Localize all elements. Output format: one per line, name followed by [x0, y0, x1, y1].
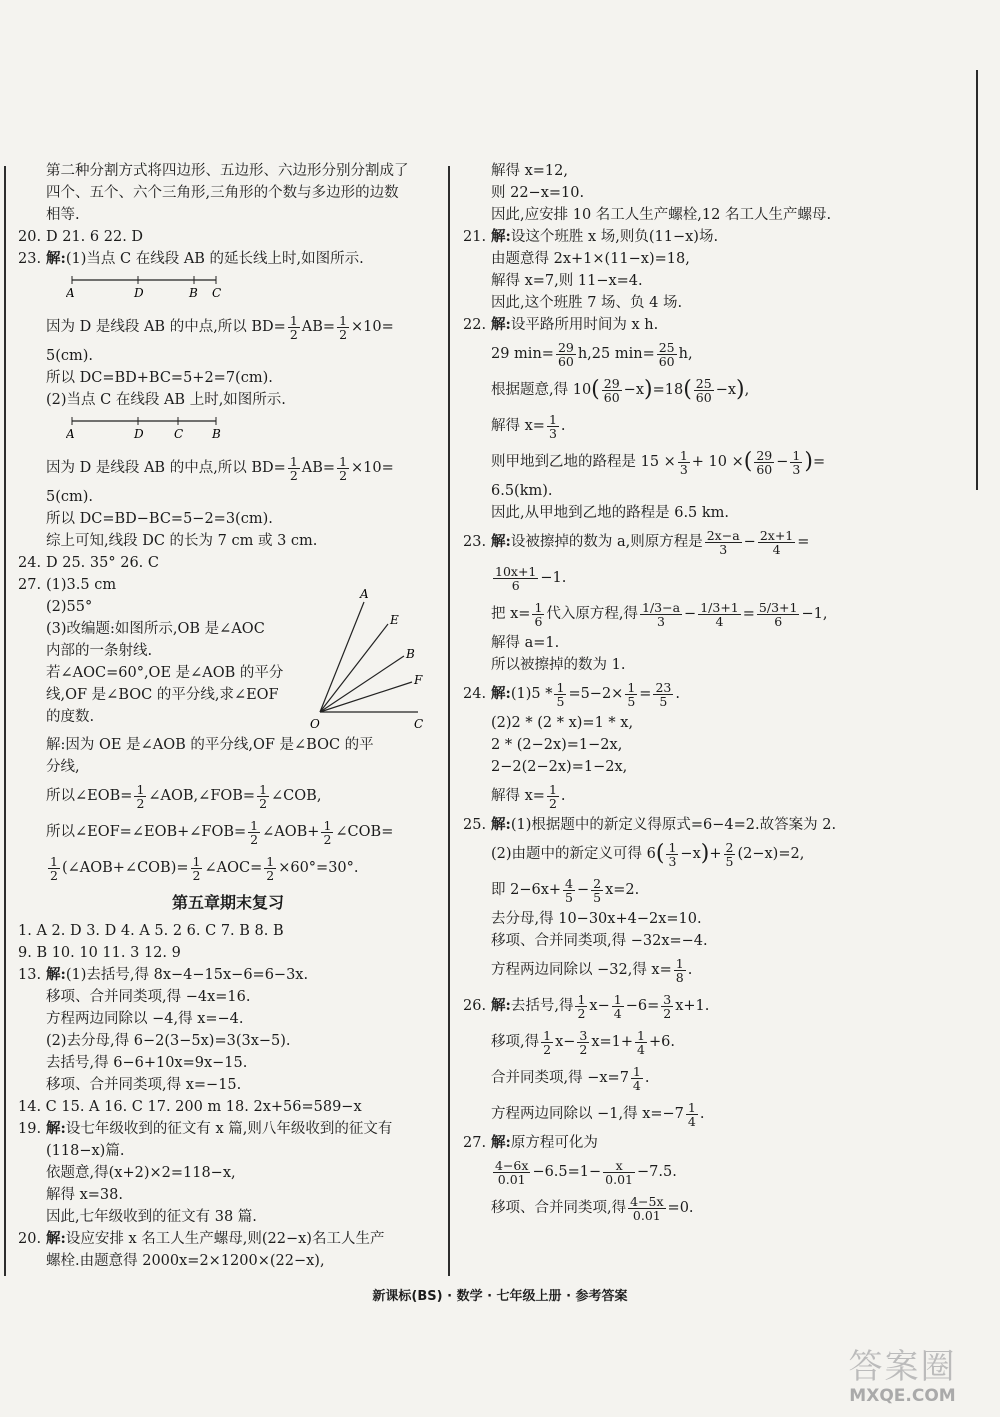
text-line: 29 min= $\frac{29}{60}$ h,25 min= $\frac{25}{60}$ h,: [491, 339, 693, 369]
text-line: 的度数.: [46, 709, 95, 725]
text-line: 去括号,得 6−6+10x=9x−15.: [46, 1055, 248, 1071]
text-line: (2)去分母,得 6−2(3−5x)=3(3x−5).: [46, 1033, 291, 1049]
text-line: 把 x= $\frac{1}{6}$ 代入原方程,得 $\frac{1/3-a}{3}$ − $\frac{1/3+1}{4}$ = $\frac{5/3+1}{6}$ −1,: [491, 599, 828, 629]
text-line: 因此,这个班胜 7 场、负 4 场.: [491, 295, 683, 311]
text-line: 依题意,得(x+2)×2=118−x,: [46, 1165, 236, 1181]
answer-line: 27. (1)3.5 cm: [18, 577, 117, 593]
answer-line: 24. 解:(1)5 * $\frac{1}{5}$ =5−2× $\frac{1}{5}$ = $\frac{23}{5}$ .: [463, 679, 680, 709]
segment-figure: [66, 272, 236, 300]
q27-block: [18, 587, 438, 734]
text-line: (118−x)篇.: [46, 1143, 125, 1159]
page-footer: 新课标(BS) · 数学 · 七年级上册 · 参考答案: [372, 1289, 628, 1304]
text-line: 解得 a=1.: [491, 635, 560, 651]
text-line: (2)55°: [46, 599, 93, 615]
text-line: 所以被擦掉的数为 1.: [491, 657, 626, 673]
answer-line: 20. D 21. 6 22. D: [18, 229, 144, 245]
text-line: 2−2(2−2x)=1−2x,: [491, 759, 628, 775]
text-line: 因此,从甲地到乙地的路程是 6.5 km.: [491, 505, 730, 521]
answer-line: 23. 解:设被擦掉的数为 a,则原方程是 $\frac{2x-a}{3}$ − $\frac{2x+1}{4}$ =: [463, 527, 810, 557]
text-line: 移项,得 $\frac{1}{2}$ x− $\frac{3}{2}$ x=1+ $\frac{1}{4}$ +6.: [491, 1027, 675, 1057]
section-title: 第五章期末复习: [171, 893, 284, 912]
text-line: 解得 x=12,: [491, 163, 568, 179]
left-column: [18, 160, 438, 1272]
pt-F: F: [414, 673, 423, 687]
pt-D: D: [134, 427, 144, 441]
column-divider: [448, 166, 450, 1276]
text-line: $\frac{10x+1}{6}$ −1.: [495, 563, 567, 593]
watermark-url: MXQE.COM: [849, 1386, 956, 1406]
text-line: 解得 x= $\frac{1}{2}$ .: [491, 781, 566, 811]
right-column: [463, 160, 883, 1226]
text-line: 合并同类项,得 −x=7 $\frac{1}{4}$ .: [491, 1063, 650, 1093]
text-line: 方程两边同除以 −4,得 x=−4.: [46, 1011, 244, 1027]
answer-line: 25. 解:(1)根据题中的新定义得原式=6−4=2.故答案为 2.: [463, 816, 837, 833]
text-line: 移项、合并同类项,得 −32x=−4.: [491, 933, 708, 949]
answer-line: 1. A 2. D 3. D 4. A 5. 2 6. C 7. B 8. B: [18, 923, 284, 939]
pt-A: A: [66, 286, 75, 300]
text-line: 相等.: [46, 207, 80, 223]
text-line: 解得 x=7,则 11−x=4.: [491, 273, 643, 289]
text-line: 因此,七年级收到的征文有 38 篇.: [46, 1209, 257, 1225]
pt-A: A: [360, 587, 369, 601]
answer-line: 20. 解:设应安排 x 名工人生产螺母,则(22−x)名工人生产: [18, 1230, 385, 1247]
pt-C: C: [212, 286, 222, 300]
text-line: 根据题意,得 10( $\frac{29}{60}$ −x)=18( $\frac{25}{60}$ −x),: [491, 375, 750, 405]
text-line: (2)当点 C 在线段 AB 上时,如图所示.: [46, 392, 286, 408]
text-line: 解得 x= $\frac{1}{3}$ .: [491, 411, 566, 441]
text-line: 所以 DC=BD+BC=5+2=7(cm).: [46, 370, 273, 386]
text-line: (3)改编题:如图所示,OB 是∠AOC: [46, 621, 265, 637]
text-line: 第二种分割方式将四边形、五边形、六边形分别分割成了: [46, 163, 409, 179]
angle-figure: [306, 582, 426, 732]
scan-edge-line: [976, 70, 978, 490]
answer-line: 26. 解:去括号,得 $\frac{1}{2}$ x− $\frac{1}{4}$ −6= $\frac{3}{2}$ x+1.: [463, 991, 710, 1021]
text-line: 解:因为 OE 是∠AOB 的平分线,OF 是∠BOC 的平: [46, 737, 374, 753]
answer-line: 14. C 15. A 16. C 17. 200 m 18. 2x+56=589−x: [18, 1099, 362, 1115]
text-line: 螺栓.由题意得 2000x=2×1200×(22−x),: [46, 1253, 325, 1269]
text-line: 综上可知,线段 DC 的长为 7 cm 或 3 cm.: [46, 533, 318, 549]
text-line: $\frac{4-6x}{0.01}$ −6.5=1− $\frac{x}{0.01}$ −7.5.: [495, 1157, 677, 1187]
text-line: 方程两边同除以 −32,得 x= $\frac{1}{8}$ .: [491, 955, 693, 985]
text-line: 移项、合并同类项,得 −4x=16.: [46, 989, 251, 1005]
text-line: (2)2 * (2 * x)=1 * x,: [491, 715, 634, 731]
answer-line: 23. 解:(1)当点 C 在线段 AB 的延长线上时,如图所示.: [18, 250, 364, 267]
text-line: 因为 D 是线段 AB 的中点,所以 BD= $\frac{1}{2}$ AB= $\frac{1}{2}$ ×10=: [46, 453, 394, 483]
text-line: 所以∠EOF=∠EOB+∠FOB= $\frac{1}{2}$ ∠AOB+ $\frac{1}{2}$ ∠COB=: [46, 817, 394, 847]
text-line: (2)由题中的新定义可得 6( $\frac{1}{3}$ −x)+ $\frac{2}{5}$ (2−x)=2,: [491, 839, 805, 869]
pt-C: C: [414, 717, 424, 731]
text-line: 四个、五个、六个三角形,三角形的个数与多边形的边数: [46, 185, 399, 201]
text-line: 若∠AOC=60°,OE 是∠AOB 的平分: [46, 665, 284, 681]
pt-A: A: [66, 427, 75, 441]
text-line: 2 * (2−2x)=1−2x,: [491, 737, 623, 753]
text-line: 则甲地到乙地的路程是 15 × $\frac{1}{3}$ + 10 ×( $\frac{29}{60}$ − $\frac{1}{3}$ )=: [491, 447, 826, 477]
text-line: $\frac{1}{2}$ (∠AOB+∠COB)= $\frac{1}{2}$ ∠AOC= $\frac{1}{2}$ ×60°=30°.: [50, 853, 359, 883]
text-line: 内部的一条射线.: [46, 643, 153, 659]
segment-figure: [66, 413, 236, 441]
pt-B: B: [406, 647, 415, 661]
text-line: 移项、合并同类项,得 x=−15.: [46, 1077, 242, 1093]
text-line: 去分母,得 10−30x+4−2x=10.: [491, 911, 702, 927]
answer-line: 24. D 25. 35° 26. C: [18, 555, 159, 571]
answer-line: 13. 解:(1)去括号,得 8x−4−15x−6=6−3x.: [18, 966, 309, 983]
text-line: 5(cm).: [46, 348, 94, 364]
answer-line: 21. 解:设这个班胜 x 场,则负(11−x)场.: [463, 228, 719, 245]
pt-B: B: [189, 286, 198, 300]
segment-diagram-2: [66, 413, 438, 448]
text-line: 方程两边同除以 −1,得 x=−7 $\frac{1}{4}$ .: [491, 1099, 705, 1129]
answer-line: 27. 解:原方程可化为: [463, 1134, 598, 1151]
text-line: 所以∠EOB= $\frac{1}{2}$ ∠AOB,∠FOB= $\frac{1}{2}$ ∠COB,: [46, 781, 322, 811]
text-line: 由题意得 2x+1×(11−x)=18,: [491, 251, 690, 267]
text-line: 因为 D 是线段 AB 的中点,所以 BD= $\frac{1}{2}$ AB= $\frac{1}{2}$ ×10=: [46, 312, 394, 342]
text-line: 移项、合并同类项,得 $\frac{4-5x}{0.01}$ =0.: [491, 1193, 694, 1223]
text-line: 解得 x=38.: [46, 1187, 123, 1203]
text-line: 6.5(km).: [491, 483, 553, 499]
text-line: 则 22−x=10.: [491, 185, 585, 201]
watermark-text: 答案圈: [848, 1347, 957, 1387]
pt-C: C: [174, 427, 184, 441]
left-margin-line: [4, 166, 6, 1276]
pt-E: E: [390, 613, 399, 627]
pt-B: B: [212, 427, 221, 441]
text-line: 因此,应安排 10 名工人生产螺栓,12 名工人生产螺母.: [491, 207, 832, 223]
watermark-logo: [820, 1348, 985, 1408]
segment-diagram-1: [66, 272, 438, 307]
text-line: 即 2−6x+ $\frac{4}{5}$ − $\frac{2}{5}$ x=2.: [491, 875, 640, 905]
answer-line: 22. 解:设平路所用时间为 x h.: [463, 316, 659, 333]
text-line: 所以 DC=BD−BC=5−2=3(cm).: [46, 511, 273, 527]
pt-O: O: [310, 717, 320, 731]
pt-D: D: [134, 286, 144, 300]
text-line: 5(cm).: [46, 489, 94, 505]
q27-text: [46, 596, 306, 728]
answer-line: 9. B 10. 10 11. 3 12. 9: [18, 945, 181, 961]
text-line: 分线,: [46, 759, 80, 775]
text-line: 线,OF 是∠BOC 的平分线,求∠EOF: [46, 687, 279, 703]
answer-line: 19. 解:设七年级收到的征文有 x 篇,则八年级收到的征文有: [18, 1120, 393, 1137]
